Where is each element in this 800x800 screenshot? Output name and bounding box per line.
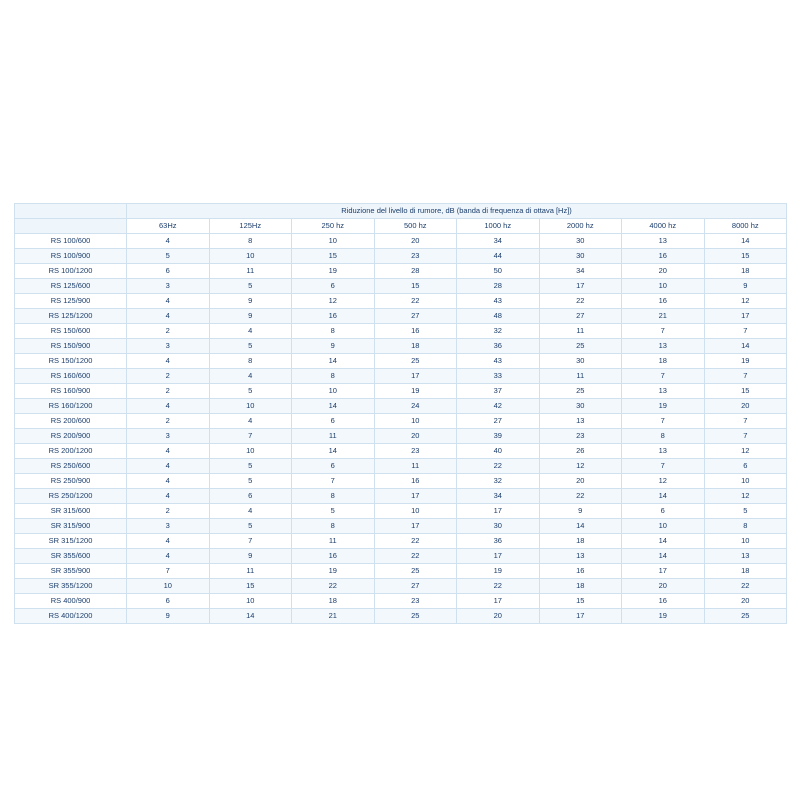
cell-value: 3 bbox=[127, 339, 210, 354]
cell-value: 8 bbox=[292, 369, 375, 384]
cell-value: 27 bbox=[374, 309, 457, 324]
cell-value: 8 bbox=[292, 519, 375, 534]
cell-model: RS 150/600 bbox=[15, 324, 127, 339]
cell-value: 16 bbox=[292, 309, 375, 324]
cell-model: RS 150/1200 bbox=[15, 354, 127, 369]
cell-value: 15 bbox=[704, 384, 787, 399]
cell-value: 11 bbox=[374, 459, 457, 474]
cell-value: 42 bbox=[457, 399, 540, 414]
cell-value: 10 bbox=[209, 594, 292, 609]
cell-value: 11 bbox=[292, 534, 375, 549]
cell-value: 4 bbox=[127, 309, 210, 324]
column-header-1000hz: 1000 hz bbox=[457, 219, 540, 234]
cell-value: 28 bbox=[457, 279, 540, 294]
cell-value: 17 bbox=[457, 594, 540, 609]
table-row bbox=[15, 474, 787, 489]
cell-value: 14 bbox=[622, 534, 705, 549]
cell-value: 10 bbox=[704, 474, 787, 489]
cell-value: 13 bbox=[539, 549, 622, 564]
cell-value: 7 bbox=[622, 324, 705, 339]
table-title: Riduzione del livello di rumore, dB (banda di frequenza di ottava [Hz]) bbox=[127, 204, 787, 219]
cell-value: 39 bbox=[457, 429, 540, 444]
cell-value: 22 bbox=[457, 459, 540, 474]
table-row bbox=[15, 279, 787, 294]
cell-value: 4 bbox=[209, 324, 292, 339]
cell-value: 43 bbox=[457, 294, 540, 309]
table-row bbox=[15, 459, 787, 474]
cell-value: 5 bbox=[209, 384, 292, 399]
cell-model: RS 160/900 bbox=[15, 384, 127, 399]
cell-value: 18 bbox=[539, 534, 622, 549]
cell-model: RS 250/1200 bbox=[15, 489, 127, 504]
cell-value: 27 bbox=[457, 414, 540, 429]
cell-value: 36 bbox=[457, 339, 540, 354]
cell-value: 9 bbox=[209, 549, 292, 564]
cell-value: 6 bbox=[704, 459, 787, 474]
cell-value: 30 bbox=[539, 249, 622, 264]
cell-value: 2 bbox=[127, 504, 210, 519]
cell-value: 25 bbox=[539, 339, 622, 354]
cell-value: 19 bbox=[622, 609, 705, 624]
cell-value: 17 bbox=[374, 369, 457, 384]
cell-value: 32 bbox=[457, 474, 540, 489]
cell-value: 9 bbox=[539, 504, 622, 519]
cell-model: RS 160/1200 bbox=[15, 399, 127, 414]
cell-model: SR 355/600 bbox=[15, 549, 127, 564]
cell-value: 22 bbox=[704, 579, 787, 594]
cell-value: 17 bbox=[457, 504, 540, 519]
cell-value: 19 bbox=[374, 384, 457, 399]
cell-value: 6 bbox=[292, 279, 375, 294]
cell-value: 16 bbox=[374, 474, 457, 489]
cell-value: 5 bbox=[292, 504, 375, 519]
cell-value: 17 bbox=[539, 279, 622, 294]
cell-value: 20 bbox=[704, 594, 787, 609]
cell-value: 2 bbox=[127, 384, 210, 399]
cell-model: RS 150/900 bbox=[15, 339, 127, 354]
cell-value: 10 bbox=[127, 579, 210, 594]
cell-value: 7 bbox=[704, 414, 787, 429]
cell-value: 19 bbox=[292, 264, 375, 279]
cell-value: 11 bbox=[539, 324, 622, 339]
table-row bbox=[15, 324, 787, 339]
cell-value: 23 bbox=[374, 249, 457, 264]
cell-model: RS 125/1200 bbox=[15, 309, 127, 324]
cell-value: 10 bbox=[374, 414, 457, 429]
table-row bbox=[15, 399, 787, 414]
cell-value: 11 bbox=[209, 564, 292, 579]
cell-value: 10 bbox=[209, 249, 292, 264]
cell-value: 6 bbox=[209, 489, 292, 504]
cell-value: 16 bbox=[539, 564, 622, 579]
cell-value: 21 bbox=[622, 309, 705, 324]
cell-value: 24 bbox=[374, 399, 457, 414]
cell-value: 25 bbox=[539, 384, 622, 399]
cell-value: 8 bbox=[292, 489, 375, 504]
table-row bbox=[15, 429, 787, 444]
cell-value: 4 bbox=[209, 369, 292, 384]
cell-value: 15 bbox=[292, 249, 375, 264]
cell-value: 10 bbox=[622, 279, 705, 294]
cell-value: 7 bbox=[704, 369, 787, 384]
cell-model: RS 100/900 bbox=[15, 249, 127, 264]
cell-value: 5 bbox=[704, 504, 787, 519]
cell-value: 22 bbox=[539, 489, 622, 504]
cell-value: 9 bbox=[127, 609, 210, 624]
cell-value: 10 bbox=[292, 384, 375, 399]
table-corner-cell-2 bbox=[15, 219, 127, 234]
cell-value: 5 bbox=[209, 474, 292, 489]
cell-value: 17 bbox=[622, 564, 705, 579]
cell-value: 44 bbox=[457, 249, 540, 264]
column-header-2000hz: 2000 hz bbox=[539, 219, 622, 234]
cell-value: 17 bbox=[457, 549, 540, 564]
cell-model: SR 315/900 bbox=[15, 519, 127, 534]
cell-value: 8 bbox=[622, 429, 705, 444]
cell-value: 18 bbox=[622, 354, 705, 369]
cell-value: 27 bbox=[374, 579, 457, 594]
cell-value: 34 bbox=[457, 489, 540, 504]
cell-model: RS 250/900 bbox=[15, 474, 127, 489]
cell-value: 30 bbox=[539, 234, 622, 249]
cell-value: 37 bbox=[457, 384, 540, 399]
cell-value: 10 bbox=[622, 519, 705, 534]
cell-value: 14 bbox=[622, 489, 705, 504]
cell-value: 10 bbox=[209, 444, 292, 459]
cell-value: 11 bbox=[292, 429, 375, 444]
cell-value: 17 bbox=[539, 609, 622, 624]
cell-value: 13 bbox=[622, 339, 705, 354]
cell-value: 8 bbox=[209, 234, 292, 249]
cell-value: 20 bbox=[622, 264, 705, 279]
cell-value: 4 bbox=[209, 504, 292, 519]
cell-value: 7 bbox=[622, 459, 705, 474]
table-row bbox=[15, 489, 787, 504]
cell-value: 19 bbox=[457, 564, 540, 579]
cell-value: 16 bbox=[622, 249, 705, 264]
cell-model: RS 400/900 bbox=[15, 594, 127, 609]
cell-value: 18 bbox=[539, 579, 622, 594]
cell-value: 20 bbox=[457, 609, 540, 624]
cell-value: 15 bbox=[374, 279, 457, 294]
cell-value: 15 bbox=[704, 249, 787, 264]
cell-value: 12 bbox=[704, 444, 787, 459]
table-corner-cell bbox=[15, 204, 127, 219]
cell-model: SR 315/1200 bbox=[15, 534, 127, 549]
cell-value: 14 bbox=[292, 354, 375, 369]
cell-value: 4 bbox=[127, 474, 210, 489]
cell-value: 18 bbox=[704, 564, 787, 579]
cell-model: RS 160/600 bbox=[15, 369, 127, 384]
cell-value: 6 bbox=[127, 264, 210, 279]
cell-value: 25 bbox=[374, 609, 457, 624]
cell-model: RS 200/900 bbox=[15, 429, 127, 444]
cell-value: 16 bbox=[622, 294, 705, 309]
table-row bbox=[15, 414, 787, 429]
cell-value: 10 bbox=[209, 399, 292, 414]
cell-model: SR 355/900 bbox=[15, 564, 127, 579]
cell-value: 11 bbox=[209, 264, 292, 279]
cell-model: RS 100/1200 bbox=[15, 264, 127, 279]
cell-value: 6 bbox=[292, 459, 375, 474]
cell-value: 20 bbox=[539, 474, 622, 489]
cell-value: 34 bbox=[539, 264, 622, 279]
cell-value: 10 bbox=[292, 234, 375, 249]
table-title-row bbox=[15, 204, 787, 219]
cell-value: 33 bbox=[457, 369, 540, 384]
cell-value: 12 bbox=[539, 459, 622, 474]
cell-value: 13 bbox=[622, 444, 705, 459]
cell-value: 8 bbox=[704, 519, 787, 534]
cell-value: 23 bbox=[374, 444, 457, 459]
cell-value: 7 bbox=[704, 324, 787, 339]
cell-value: 2 bbox=[127, 414, 210, 429]
table-row bbox=[15, 609, 787, 624]
table-row bbox=[15, 384, 787, 399]
cell-value: 12 bbox=[292, 294, 375, 309]
noise-reduction-table-container bbox=[14, 203, 786, 624]
table-body bbox=[15, 234, 787, 624]
cell-value: 12 bbox=[704, 294, 787, 309]
cell-model: RS 200/1200 bbox=[15, 444, 127, 459]
table-row bbox=[15, 234, 787, 249]
cell-value: 13 bbox=[704, 549, 787, 564]
cell-value: 15 bbox=[539, 594, 622, 609]
cell-value: 19 bbox=[704, 354, 787, 369]
cell-value: 23 bbox=[539, 429, 622, 444]
table-row bbox=[15, 504, 787, 519]
cell-value: 4 bbox=[209, 414, 292, 429]
cell-value: 30 bbox=[457, 519, 540, 534]
table-row bbox=[15, 564, 787, 579]
cell-value: 12 bbox=[704, 489, 787, 504]
cell-value: 14 bbox=[292, 399, 375, 414]
cell-value: 22 bbox=[374, 549, 457, 564]
cell-value: 22 bbox=[374, 294, 457, 309]
cell-value: 7 bbox=[622, 369, 705, 384]
cell-value: 16 bbox=[622, 594, 705, 609]
cell-value: 22 bbox=[374, 534, 457, 549]
table-row bbox=[15, 339, 787, 354]
cell-value: 9 bbox=[209, 309, 292, 324]
cell-value: 6 bbox=[127, 594, 210, 609]
cell-value: 7 bbox=[209, 534, 292, 549]
column-header-125hz: 125Hz bbox=[209, 219, 292, 234]
cell-model: RS 125/900 bbox=[15, 294, 127, 309]
cell-value: 20 bbox=[704, 399, 787, 414]
table-header bbox=[15, 204, 787, 234]
cell-model: RS 125/600 bbox=[15, 279, 127, 294]
table-row bbox=[15, 264, 787, 279]
cell-value: 13 bbox=[622, 234, 705, 249]
cell-value: 14 bbox=[704, 234, 787, 249]
table-row bbox=[15, 519, 787, 534]
cell-value: 4 bbox=[127, 234, 210, 249]
cell-value: 18 bbox=[704, 264, 787, 279]
cell-value: 17 bbox=[374, 519, 457, 534]
cell-value: 5 bbox=[209, 339, 292, 354]
cell-value: 18 bbox=[292, 594, 375, 609]
table-row bbox=[15, 579, 787, 594]
cell-value: 25 bbox=[374, 354, 457, 369]
cell-value: 22 bbox=[292, 579, 375, 594]
cell-value: 3 bbox=[127, 279, 210, 294]
table-row bbox=[15, 354, 787, 369]
column-header-63hz: 63Hz bbox=[127, 219, 210, 234]
cell-value: 28 bbox=[374, 264, 457, 279]
cell-value: 6 bbox=[292, 414, 375, 429]
cell-value: 4 bbox=[127, 549, 210, 564]
cell-value: 40 bbox=[457, 444, 540, 459]
cell-value: 3 bbox=[127, 429, 210, 444]
cell-value: 7 bbox=[127, 564, 210, 579]
cell-value: 4 bbox=[127, 294, 210, 309]
cell-model: RS 200/600 bbox=[15, 414, 127, 429]
cell-value: 14 bbox=[704, 339, 787, 354]
cell-value: 13 bbox=[622, 384, 705, 399]
cell-value: 9 bbox=[704, 279, 787, 294]
cell-value: 8 bbox=[292, 324, 375, 339]
cell-value: 16 bbox=[374, 324, 457, 339]
cell-value: 4 bbox=[127, 489, 210, 504]
cell-model: SR 355/1200 bbox=[15, 579, 127, 594]
cell-value: 4 bbox=[127, 459, 210, 474]
cell-value: 36 bbox=[457, 534, 540, 549]
column-header-500hz: 500 hz bbox=[374, 219, 457, 234]
cell-value: 48 bbox=[457, 309, 540, 324]
cell-value: 14 bbox=[292, 444, 375, 459]
cell-value: 19 bbox=[622, 399, 705, 414]
table-row bbox=[15, 249, 787, 264]
cell-value: 43 bbox=[457, 354, 540, 369]
cell-model: RS 400/1200 bbox=[15, 609, 127, 624]
table-row bbox=[15, 594, 787, 609]
cell-value: 16 bbox=[292, 549, 375, 564]
column-header-4000hz: 4000 hz bbox=[622, 219, 705, 234]
table-row bbox=[15, 534, 787, 549]
table-row bbox=[15, 444, 787, 459]
cell-value: 25 bbox=[704, 609, 787, 624]
cell-model: RS 100/600 bbox=[15, 234, 127, 249]
cell-value: 20 bbox=[622, 579, 705, 594]
cell-value: 9 bbox=[292, 339, 375, 354]
cell-value: 14 bbox=[539, 519, 622, 534]
cell-model: SR 315/600 bbox=[15, 504, 127, 519]
cell-value: 7 bbox=[704, 429, 787, 444]
cell-value: 10 bbox=[704, 534, 787, 549]
cell-value: 25 bbox=[374, 564, 457, 579]
cell-value: 32 bbox=[457, 324, 540, 339]
noise-reduction-table bbox=[14, 203, 787, 624]
cell-value: 6 bbox=[622, 504, 705, 519]
cell-value: 30 bbox=[539, 399, 622, 414]
cell-value: 4 bbox=[127, 399, 210, 414]
cell-value: 34 bbox=[457, 234, 540, 249]
cell-value: 11 bbox=[539, 369, 622, 384]
cell-value: 15 bbox=[209, 579, 292, 594]
table-row bbox=[15, 309, 787, 324]
table-row bbox=[15, 369, 787, 384]
cell-value: 14 bbox=[622, 549, 705, 564]
cell-value: 18 bbox=[374, 339, 457, 354]
cell-value: 19 bbox=[292, 564, 375, 579]
column-header-250hz: 250 hz bbox=[292, 219, 375, 234]
column-header-8000hz: 8000 hz bbox=[704, 219, 787, 234]
cell-value: 4 bbox=[127, 534, 210, 549]
cell-model: RS 250/600 bbox=[15, 459, 127, 474]
cell-value: 10 bbox=[374, 504, 457, 519]
cell-value: 5 bbox=[209, 279, 292, 294]
cell-value: 22 bbox=[457, 579, 540, 594]
cell-value: 50 bbox=[457, 264, 540, 279]
cell-value: 4 bbox=[127, 444, 210, 459]
cell-value: 23 bbox=[374, 594, 457, 609]
cell-value: 3 bbox=[127, 519, 210, 534]
cell-value: 7 bbox=[209, 429, 292, 444]
cell-value: 12 bbox=[622, 474, 705, 489]
cell-value: 5 bbox=[209, 519, 292, 534]
cell-value: 7 bbox=[292, 474, 375, 489]
cell-value: 5 bbox=[127, 249, 210, 264]
cell-value: 8 bbox=[209, 354, 292, 369]
cell-value: 13 bbox=[539, 414, 622, 429]
cell-value: 17 bbox=[374, 489, 457, 504]
cell-value: 2 bbox=[127, 369, 210, 384]
cell-value: 22 bbox=[539, 294, 622, 309]
table-row bbox=[15, 294, 787, 309]
cell-value: 27 bbox=[539, 309, 622, 324]
table-row bbox=[15, 549, 787, 564]
cell-value: 14 bbox=[209, 609, 292, 624]
cell-value: 5 bbox=[209, 459, 292, 474]
cell-value: 30 bbox=[539, 354, 622, 369]
cell-value: 21 bbox=[292, 609, 375, 624]
cell-value: 7 bbox=[622, 414, 705, 429]
cell-value: 9 bbox=[209, 294, 292, 309]
cell-value: 2 bbox=[127, 324, 210, 339]
cell-value: 4 bbox=[127, 354, 210, 369]
cell-value: 20 bbox=[374, 429, 457, 444]
cell-value: 20 bbox=[374, 234, 457, 249]
cell-value: 17 bbox=[704, 309, 787, 324]
cell-value: 26 bbox=[539, 444, 622, 459]
table-column-header-row bbox=[15, 219, 787, 234]
